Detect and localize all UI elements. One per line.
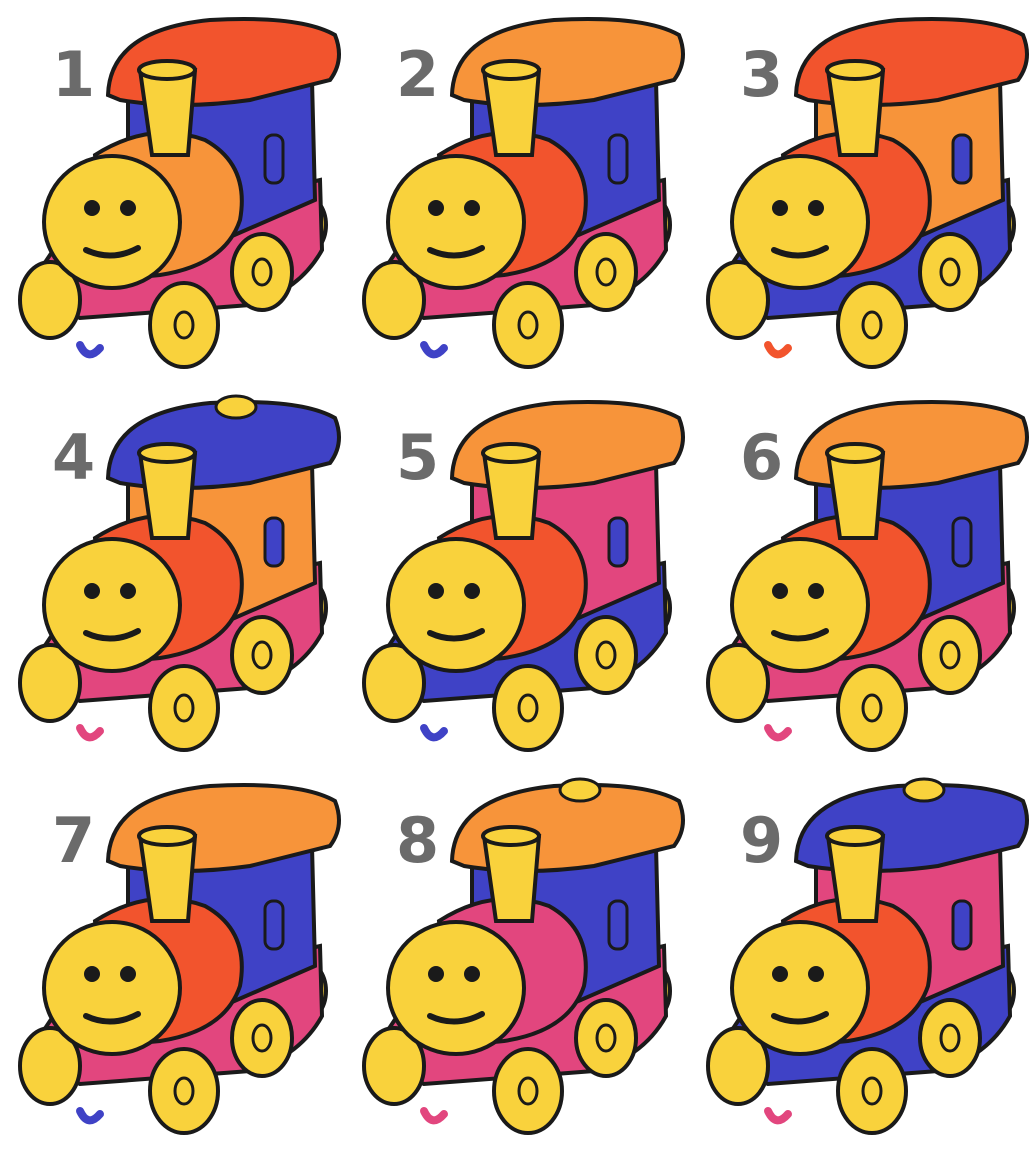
wheel-hub xyxy=(175,695,193,721)
wheel-hub xyxy=(597,642,615,668)
left-eye xyxy=(428,200,444,216)
coupling-hook xyxy=(80,728,100,737)
chimney-top xyxy=(139,827,195,845)
train-card-8[interactable] xyxy=(344,766,688,1149)
train-number-label: 6 xyxy=(740,421,784,494)
wheel-hub xyxy=(175,312,193,338)
roof-knob xyxy=(560,779,600,801)
chimney-top xyxy=(483,444,539,462)
train-number-label: 4 xyxy=(52,421,96,494)
wheel-hub xyxy=(253,1025,271,1051)
train-card-2[interactable] xyxy=(344,0,688,383)
wheel-hub xyxy=(941,642,959,668)
left-eye xyxy=(84,966,100,982)
cab-window xyxy=(609,518,627,566)
left-eye xyxy=(428,966,444,982)
left-eye xyxy=(84,583,100,599)
smiley-face xyxy=(44,156,180,288)
train-card-1[interactable] xyxy=(0,0,344,383)
wheel-hub xyxy=(597,259,615,285)
left-eye xyxy=(84,200,100,216)
chimney-top xyxy=(483,61,539,79)
smiley-face xyxy=(44,539,180,671)
chimney xyxy=(140,70,195,155)
smiley-face xyxy=(732,539,868,671)
right-eye xyxy=(808,583,824,599)
train-number-label: 7 xyxy=(52,804,96,877)
train-number-label: 2 xyxy=(396,38,440,111)
train-number-label: 9 xyxy=(740,804,784,877)
train-number-label: 8 xyxy=(396,804,440,877)
right-eye xyxy=(464,200,480,216)
coupling-hook xyxy=(424,728,444,737)
train-card-4[interactable] xyxy=(0,383,344,766)
coupling-hook xyxy=(424,1111,444,1120)
chimney xyxy=(140,836,195,921)
coupling-hook xyxy=(768,345,788,354)
wheel-hub xyxy=(253,642,271,668)
train-number-label: 3 xyxy=(740,38,784,111)
wheel-hub xyxy=(253,259,271,285)
chimney xyxy=(484,70,539,155)
chimney xyxy=(828,836,883,921)
right-eye xyxy=(120,966,136,982)
right-eye xyxy=(464,583,480,599)
train-card-9[interactable] xyxy=(688,766,1032,1149)
chimney-top xyxy=(827,61,883,79)
right-eye xyxy=(808,966,824,982)
right-eye xyxy=(120,200,136,216)
wheel-hub xyxy=(863,1078,881,1104)
chimney-top xyxy=(139,61,195,79)
chimney xyxy=(828,453,883,538)
left-eye xyxy=(428,583,444,599)
left-eye xyxy=(772,966,788,982)
left-eye xyxy=(772,200,788,216)
chimney-top xyxy=(827,444,883,462)
cab-window xyxy=(265,135,283,183)
wheel-hub xyxy=(519,312,537,338)
coupling-hook xyxy=(80,345,100,354)
chimney-top xyxy=(827,827,883,845)
roof-knob xyxy=(216,396,256,418)
smiley-face xyxy=(732,922,868,1054)
cab-window xyxy=(609,901,627,949)
smiley-face xyxy=(388,922,524,1054)
chimney xyxy=(140,453,195,538)
train-card-7[interactable] xyxy=(0,766,344,1149)
smiley-face xyxy=(388,156,524,288)
wheel-hub xyxy=(175,1078,193,1104)
wheel-hub xyxy=(941,1025,959,1051)
cab-window xyxy=(609,135,627,183)
coupling-hook xyxy=(424,345,444,354)
train-number-label: 1 xyxy=(52,38,96,111)
right-eye xyxy=(808,200,824,216)
chimney xyxy=(484,453,539,538)
smiley-face xyxy=(732,156,868,288)
wheel-hub xyxy=(519,1078,537,1104)
right-eye xyxy=(464,966,480,982)
cab-window xyxy=(953,901,971,949)
right-eye xyxy=(120,583,136,599)
train-card-6[interactable] xyxy=(688,383,1032,766)
chimney-top xyxy=(483,827,539,845)
wheel-hub xyxy=(941,259,959,285)
roof-knob xyxy=(904,779,944,801)
cab-window xyxy=(953,135,971,183)
cab-window xyxy=(953,518,971,566)
wheel-hub xyxy=(863,312,881,338)
chimney xyxy=(484,836,539,921)
chimney xyxy=(828,70,883,155)
chimney-top xyxy=(139,444,195,462)
coupling-hook xyxy=(768,728,788,737)
train-card-3[interactable] xyxy=(688,0,1032,383)
smiley-face xyxy=(388,539,524,671)
wheel-hub xyxy=(519,695,537,721)
smiley-face xyxy=(44,922,180,1054)
coupling-hook xyxy=(768,1111,788,1120)
cab-window xyxy=(265,518,283,566)
train-number-label: 5 xyxy=(396,421,440,494)
coupling-hook xyxy=(80,1111,100,1120)
cab-window xyxy=(265,901,283,949)
wheel-hub xyxy=(597,1025,615,1051)
wheel-hub xyxy=(863,695,881,721)
left-eye xyxy=(772,583,788,599)
train-card-5[interactable] xyxy=(344,383,688,766)
